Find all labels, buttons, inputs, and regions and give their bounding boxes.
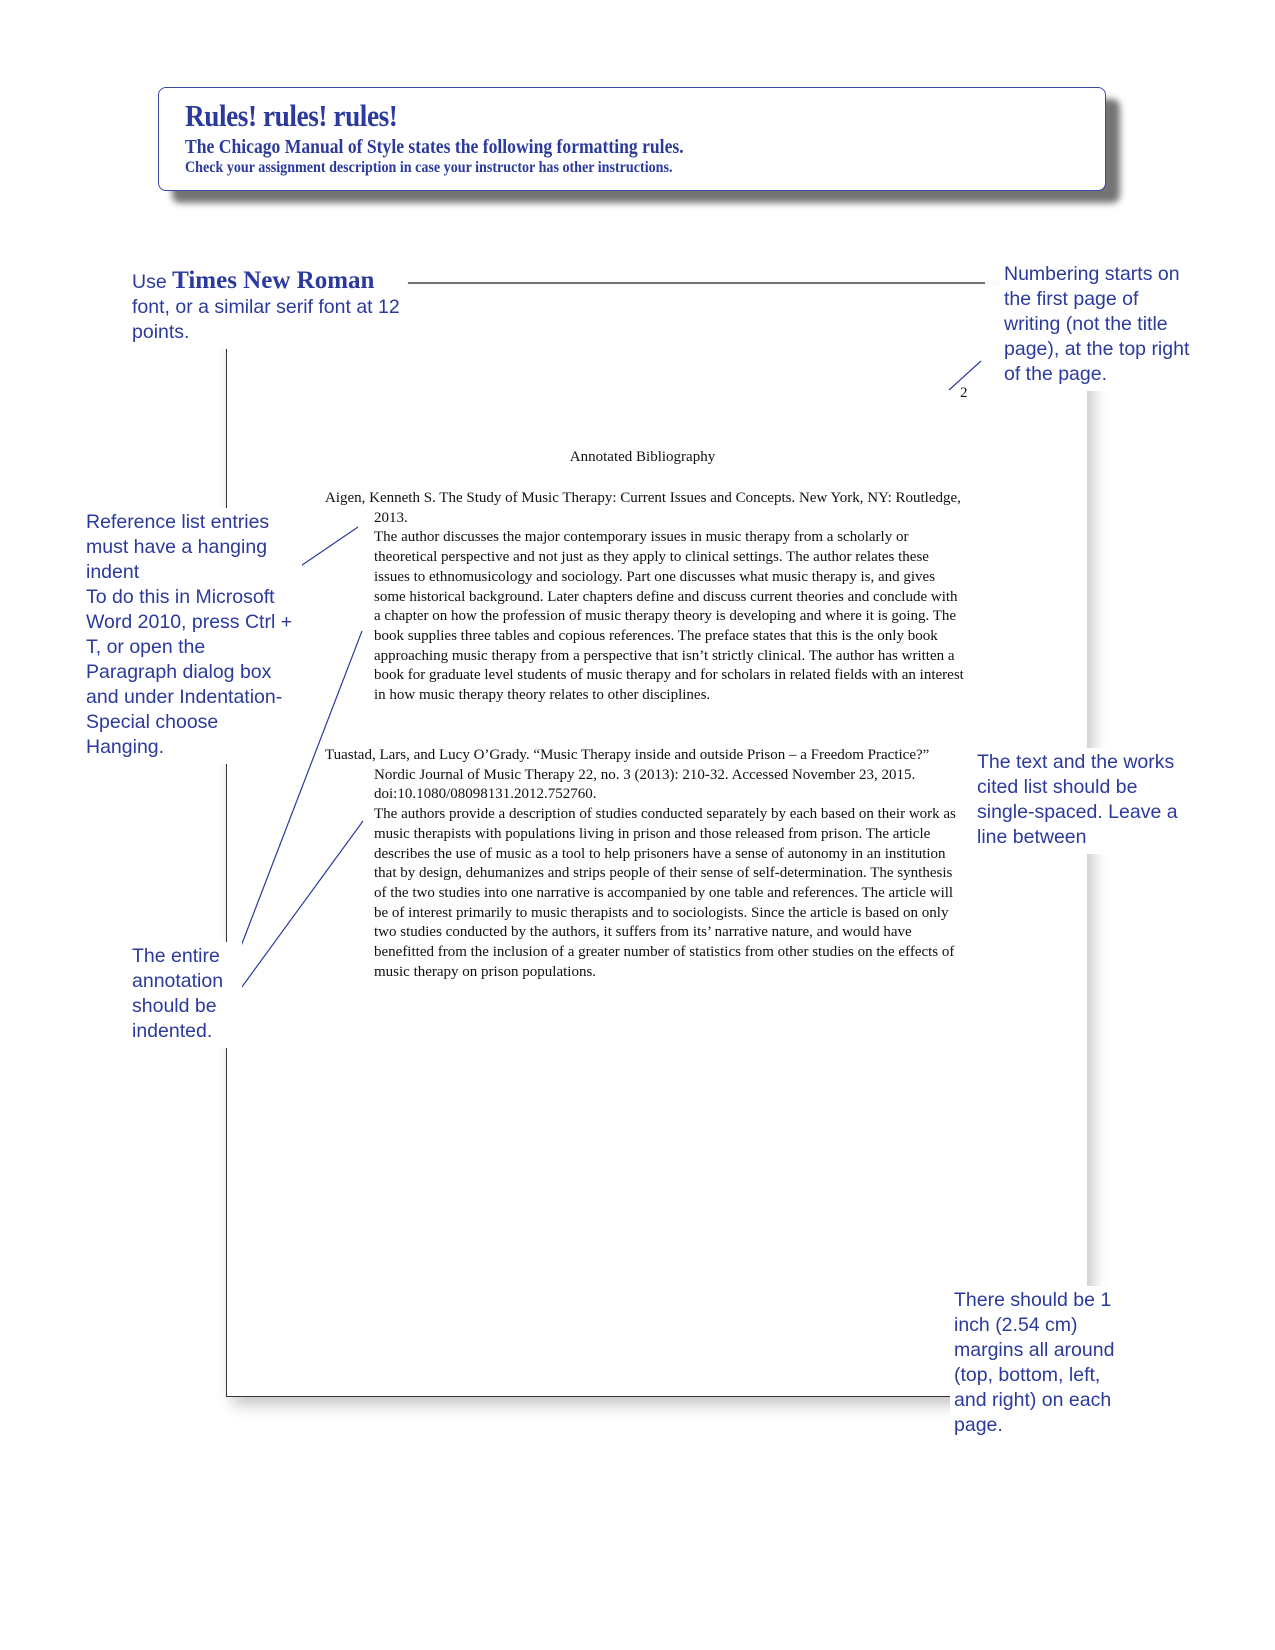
spacing-callout: The text and the works cited list should be single-spaced. Leave a line between bbox=[973, 748, 1191, 854]
entry-citation: Aigen, Kenneth S. The Study of Music Therapy: Current Issues and Concepts. New York, NY: Routledge, 2013. bbox=[325, 490, 961, 526]
entry-annotation: The author discusses the major contemporary issues in music therapy from a scholarly or theoretical perspective and not just as they apply to clinical settings. The author relates these issues to ethnomusicology and sociology. Part one discusses what music therapy is, and gives some historical background. Later chapters define and discuss current theories and conclude with a chapter on how the profession of music therapy theory is developing and where it is going. The book supplies three tables and copious references. The preface states that this is the only book approaching music therapy from a perspective that isn’t strictly clinical. The author has written a book for graduate level students of music therapy and for scholars in related fields with an interest in how music therapy theory relates to other disciplines. bbox=[374, 529, 964, 704]
page-number: 2 bbox=[960, 385, 968, 401]
hanging-indent-text: Reference list entries must have a hanging indent bbox=[86, 511, 270, 583]
banner-title: Rules! rules! rules! bbox=[185, 98, 398, 133]
document-title: Annotated Bibliography bbox=[569, 449, 716, 465]
margins-callout: There should be 1 inch (2.54 cm) margins all around (top, bottom, left, and right) on each page. bbox=[950, 1286, 1142, 1442]
font-callout bbox=[128, 266, 406, 349]
hanging-indent-howto: To do this in Microsoft Word 2010, press Ctrl + T, or open the Paragraph dialog box and under Indentation-Special choose Hanging. bbox=[86, 586, 293, 758]
font-callout-suffix: font, or a similar serif font at 12 points. bbox=[132, 296, 400, 343]
numbering-connector-line bbox=[949, 361, 981, 390]
banner-note: Check your assignment description in case your instructor has other instructions. bbox=[185, 159, 673, 176]
annotation-indent-callout: The entire annotation should be indented. bbox=[128, 942, 242, 1048]
font-callout-font-name: Times New Roman bbox=[172, 267, 375, 294]
entry-annotation: The authors provide a description of studies conducted separately by each based on their work as music therapists with populations living in prison and those released from prison. The article describes the use of music as a tool to help prisoners have a sense of autonomy in an institution that by design, dehumanizes and strips people of their sense of self-determination. The synthesis of the two studies into one narrative is accompanied by one table and references. The article will be of interest primarily to music therapists and to sociologists. Since the article is based on only two studies conducted by the authors, it suffers from its’ narrative nature, and would have benefitted from the inclusion of a greater number of statistics from other studies on the effects of music therapy on prison populations. bbox=[374, 806, 956, 980]
banner-subtitle: The Chicago Manual of Style states the following formatting rules. bbox=[185, 136, 684, 158]
font-callout-prefix: Use bbox=[132, 271, 167, 293]
numbering-callout: Numbering starts on the first page of writing (not the title page), at the top right of the page. bbox=[1000, 260, 1198, 391]
hanging-indent-callout bbox=[82, 508, 302, 764]
entry-citation: Tuastad, Lars, and Lucy O’Grady. “Music Therapy inside and outside Prison – a Freedom Practice?” Nordic Journal of Music Therapy 22, no. 3 (2013): 210-32. Accessed November 23, 2015. doi:10.1080/08098131.2012.752760. bbox=[325, 747, 930, 803]
